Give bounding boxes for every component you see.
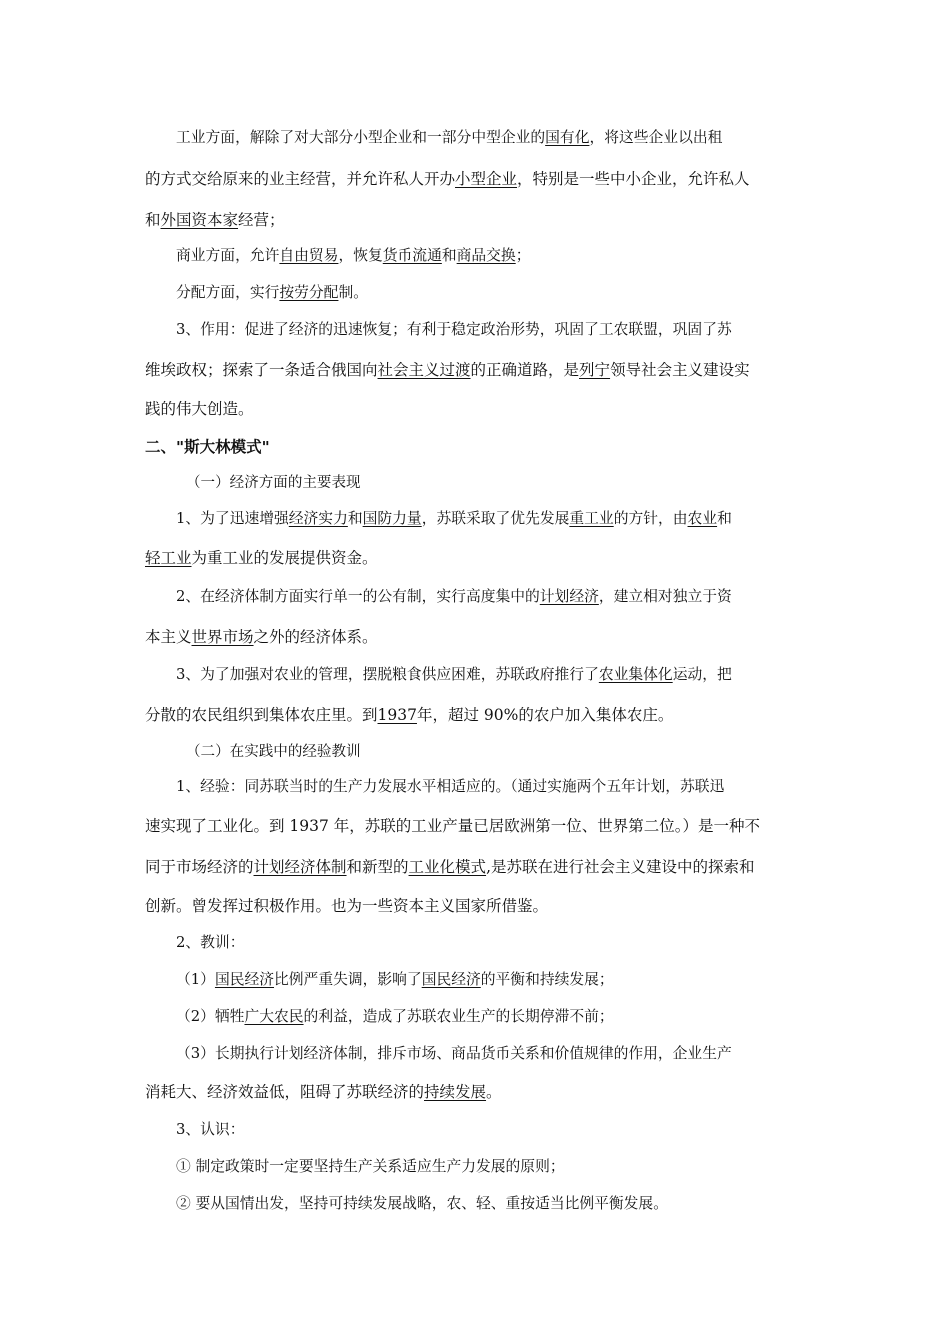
- text: ，苏联采取了优先发展: [421, 510, 570, 527]
- underlined-term: 国有化: [545, 129, 590, 146]
- para-planned-economy-line-2: [145, 627, 815, 647]
- text: 的方针，由: [613, 510, 688, 527]
- underlined-term: 国民经济: [214, 971, 275, 988]
- text: 商业方面，允许: [176, 247, 280, 264]
- underlined-term: 1937: [377, 706, 417, 724]
- text: ，恢复: [338, 247, 383, 264]
- underlined-term: 农业: [687, 510, 718, 527]
- underlined-term: 工业化模式: [408, 858, 487, 876]
- underlined-term: 计划经济体制: [253, 858, 347, 876]
- subsection-heading-1: （一）经济方面的主要表现: [186, 474, 361, 491]
- text: （1）: [176, 971, 215, 988]
- text: ，建立相对独立于资: [598, 588, 732, 605]
- text: 的方式交给原来的业主经营，并允许私人开办: [145, 170, 456, 188]
- text: ；: [515, 247, 531, 264]
- text: 和: [347, 510, 363, 527]
- text: 2、在经济体制方面实行单一的公有制，实行高度集中的: [176, 588, 540, 605]
- underlined-term: 国防力量: [362, 510, 422, 527]
- underlined-term: 世界市场: [191, 628, 254, 646]
- text: 践的伟大创造。: [145, 400, 254, 418]
- underlined-term: 广大农民: [244, 1008, 304, 1025]
- text: 年，超过 90%的农户加入集体农庄。: [416, 706, 674, 724]
- para-heavy-industry-line-2: [145, 548, 815, 568]
- text: 比例严重失调，影响了: [274, 971, 422, 988]
- underlined-term: 经济实力: [288, 510, 348, 527]
- para-effect-line-2: [145, 360, 815, 380]
- text: 之外的经济体系。: [253, 628, 378, 646]
- text: 3、作用：促进了经济的迅速恢复；有利于稳定政治形势，巩固了工农联盟，巩固了苏: [176, 321, 732, 338]
- text: 创新。曾发挥过积极作用。也为一些资本主义国家所借鉴。: [145, 897, 549, 915]
- text: 3、为了加强对农业的管理，摆脱粮食供应困难，苏联政府推行了: [176, 666, 599, 683]
- para-experience-line-1: [176, 777, 846, 797]
- underlined-term: 自由贸易: [279, 247, 339, 264]
- underlined-term: 按劳分配: [279, 284, 339, 301]
- para-lesson-3-line-1: [176, 1044, 846, 1064]
- para-lessons-heading: 2、教训：: [176, 934, 245, 951]
- underlined-term: 列宁: [579, 361, 611, 379]
- text: ,是苏联在进行社会主义建设中的探索和: [486, 858, 755, 876]
- text: ，特别是一些中小企业，允许私人: [517, 170, 750, 188]
- text: 1、为了迅速增强: [176, 510, 289, 527]
- text: （3）长期执行计划经济体制，排斥市场、商品货币关系和价值规律的作用，企业生产: [176, 1045, 732, 1062]
- underlined-term: 计划经济: [539, 588, 599, 605]
- text: 速实现了工业化。到 1937 年，苏联的工业产量已居欧洲第一位、世界第二位。）是一种不: [145, 817, 761, 835]
- text: 和: [717, 510, 732, 527]
- para-industry-line-1: [176, 128, 846, 148]
- text: 同于市场经济的: [145, 858, 254, 876]
- para-experience-line-2: [145, 816, 815, 836]
- para-lesson-1: [176, 970, 846, 990]
- para-effect-line-1: [176, 320, 846, 340]
- para-collectivization-line-1: [176, 665, 846, 685]
- para-lesson-3-line-2: [145, 1082, 815, 1102]
- text: 的利益，造成了苏联农业生产的长期停滞不前；: [303, 1008, 614, 1025]
- text: 和: [441, 247, 457, 264]
- text: 分配方面，实行: [176, 284, 280, 301]
- text: 。: [486, 1083, 502, 1101]
- text: 领导社会主义建设实: [610, 361, 750, 379]
- para-planned-economy-line-1: [176, 587, 846, 607]
- text: 制。: [338, 284, 368, 301]
- text: 维埃政权；探索了一条适合俄国向: [145, 361, 378, 379]
- text: 的正确道路，是: [470, 361, 580, 379]
- text: 运动，把: [672, 666, 732, 683]
- text: 的平衡和持续发展；: [480, 971, 614, 988]
- para-understanding-2: ② 要从国情出发，坚持可持续发展战略，农、轻、重按适当比例平衡发展。: [176, 1195, 668, 1212]
- underlined-term: 社会主义过渡: [377, 361, 471, 379]
- para-commerce: [176, 246, 846, 266]
- para-lesson-2: [176, 1007, 846, 1027]
- underlined-term: 外国资本家: [160, 211, 239, 229]
- text: 工业方面，解除了对大部分小型企业和一部分中型企业的: [176, 129, 546, 146]
- text: 本主义: [145, 628, 192, 646]
- underlined-term: 小型企业: [455, 170, 518, 188]
- underlined-term: 重工业: [569, 510, 614, 527]
- text: ，将这些企业以出租: [589, 129, 723, 146]
- para-understanding-heading: 3、认识：: [176, 1121, 245, 1138]
- para-industry-line-3: [145, 210, 815, 230]
- underlined-term: 商品交换: [456, 247, 516, 264]
- text: （2）牺牲: [176, 1008, 245, 1025]
- para-collectivization-line-2: [145, 705, 815, 725]
- underlined-term: 国民经济: [421, 971, 481, 988]
- underlined-term: 轻工业: [145, 549, 192, 567]
- para-experience-line-4: [145, 896, 815, 916]
- text: 消耗大、经济效益低，阻碍了苏联经济的: [145, 1083, 425, 1101]
- para-experience-line-3: [145, 857, 815, 877]
- text: 1、经验：同苏联当时的生产力发展水平相适应的。（通过实施两个五年计划，苏联迅: [176, 778, 725, 795]
- subsection-heading-2: （二）在实践中的经验教训: [186, 743, 361, 760]
- para-effect-line-3: [145, 399, 815, 419]
- text: 和: [145, 211, 161, 229]
- text: 分散的农民组织到集体农庄里。到: [145, 706, 378, 724]
- text: 经营；: [238, 211, 285, 229]
- text: 为重工业的发展提供资金。: [191, 549, 378, 567]
- underlined-term: 货币流通: [382, 247, 442, 264]
- section-heading: 二、"斯大林模式": [145, 438, 270, 456]
- underlined-term: 农业集体化: [598, 666, 673, 683]
- underlined-term: 持续发展: [424, 1083, 487, 1101]
- para-heavy-industry-line-1: [176, 509, 846, 529]
- para-industry-line-2: [145, 169, 815, 189]
- text: 和新型的: [346, 858, 409, 876]
- para-understanding-1: ① 制定政策时一定要坚持生产关系适应生产力发展的原则；: [176, 1158, 565, 1175]
- para-distribution: [176, 283, 846, 303]
